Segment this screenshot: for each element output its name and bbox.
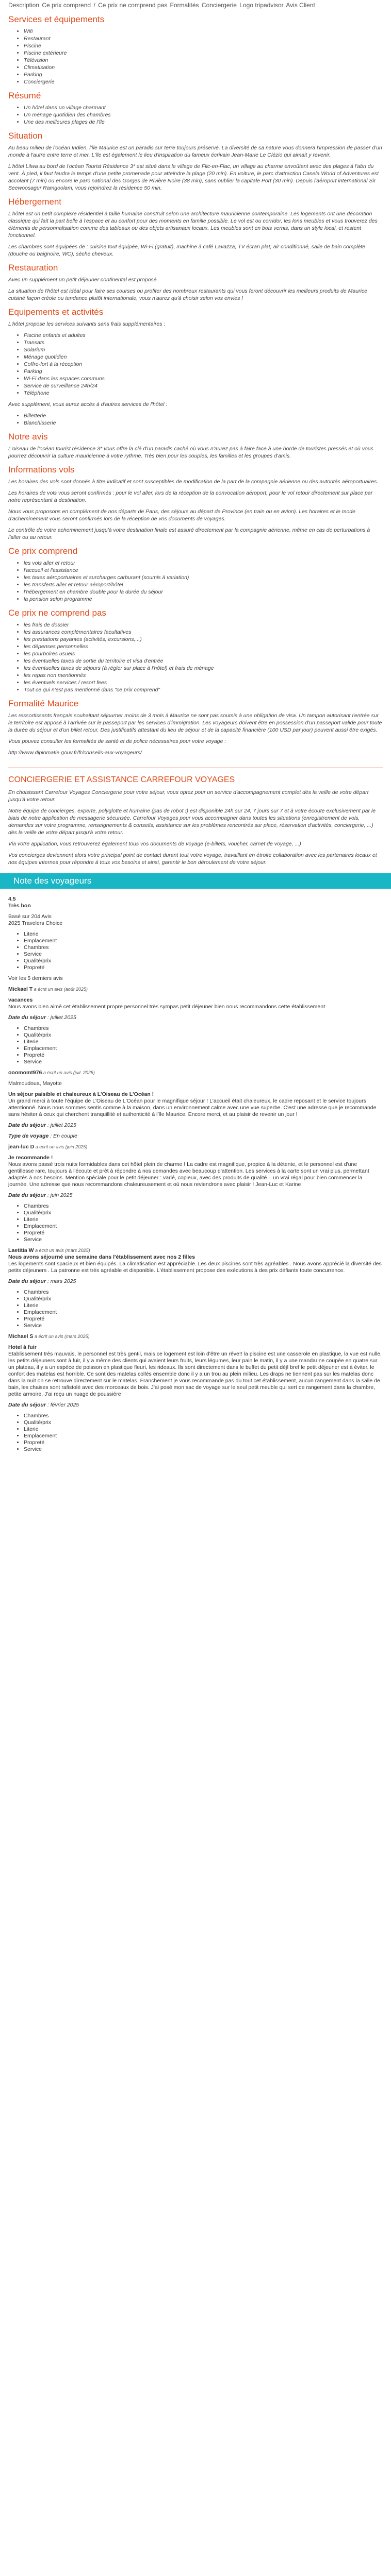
review-body: Etablissement très mauvais, le personnel est très gentil, mais ce logement est loin d'être un rêve!! la piscine est une casserole en plastique, la vue est nulle, les petits déjeuners sont à fuir, il y a même des clients qui avaient leurs fruits, leurs légumes, leur pain le matin, il y a une mandarine coupée en quatre sur un plateau, il y a un espèce de poisson en plastique fleuri, les rideaux. Ils sont directement dans le buffet du petit déj! bref le petit déjeuner est à éviter, le confort des matelas est horrible. Ce sont des matelas collés ensemble donc il y a un trou au plein milieu. Les draps ne tiennent pas sur les matelas donc dans la nuit on se retrouve directement sur le matelas. Franchement je vous recommande pas du tout cet établissement, aucun rangement dans la salle de bain, les chaises sont rafistolé avec des morceaux de bois. J'ai posé mon sac de voyage sur le seul petit meuble qui sert de rangement dans la chambre, petite armoire. J'ai reçu un nuage de poussière [8,1351,382,1397]
list-item: • Tout ce qui n'est pas mentionné dans "ce prix comprend" [24,686,383,693]
review-date: a écrit un avis (août 2025) [32,987,88,992]
hebergement-paragraph-2: Les chambres sont équipées de : cuisine tout équipée, Wi-Fi (gratuit), machine à café Lavazza, TV écran plat, air conditionné, salle de bain complète (douche ou baignoire, WC), sèche cheveux. [8,244,366,257]
list-item: • Un ménage quotidien des chambres [24,111,383,118]
list-item: • Propreté [24,964,383,971]
situation-paragraph-1: Au beau milieu de l'océan Indien, l'île Maurice est un paradis sur terre toujours préservé. La diversité de sa nature vous donnera l'impression de passer d'un monde à l'autre entre terre et mer. L'île est également le lieu d'inspiration du fameux écrivain Jean-Marie Le Clézio qui aimait y revenir. [8,145,382,158]
list-item: • la pension selon programme [24,596,383,603]
list-item: • les assurances complémentaires facultatives [24,629,383,636]
list-item: • Chambres [24,944,383,951]
review-title: Un séjour paisible et chaleureux à L'Oiseau de L'Océan ! [8,1091,154,1097]
review-stay-label: Date du séjour [8,1402,46,1408]
nav-conciergerie[interactable]: Conciergerie [201,2,237,9]
list-item: • Service [24,1446,383,1453]
list-item: • Literie [24,1302,383,1309]
list-item: • Un hôtel dans un village charmant [24,104,383,111]
list-item: • Service [24,951,383,958]
list-item: • Qualité/prix [24,1296,383,1302]
list-item: • les vols aller et retour [24,560,383,567]
services-title: Services et équipements [8,14,105,24]
list-item: • Emplacement [24,1309,383,1316]
review-criteria [8,1025,383,1065]
list-item: • Propreté [24,1316,383,1323]
nav-tripadvisor-logo[interactable]: Logo tripadvisor [239,2,284,9]
activites-list-2 [8,412,383,427]
review-stay-date: : mars 2025 [45,1278,76,1284]
list-item: • les repas non mentionnés [24,672,383,679]
review-content [8,1155,383,1188]
list-item: • Billetterie [24,412,383,419]
review-content [8,1344,383,1398]
restauration-paragraph-1: Avec un supplément un petit déjeuner continental est proposé. [8,277,158,283]
review-header [8,1333,383,1340]
list-item: • Qualité/prix [24,958,383,964]
review-criteria [8,1203,383,1243]
review-author: jean-luc D [8,1144,35,1150]
list-item: • Solarium [24,346,383,353]
review-stay-label: Date du séjour [8,1278,46,1284]
rating-criteria-list [8,931,383,971]
list-item: • les prestations payantes (activités, excursions,...) [24,636,383,643]
formalite-paragraph-2: Vous pouvez consulter les formalités de santé et de police nécessaires pour votre voyage : [8,738,226,744]
list-item: • les dépenses personnelles [24,643,383,650]
ne-comprend-pas-list [8,621,383,693]
list-item: • Restaurant [24,35,383,42]
ne-comprend-pas-title: Ce prix ne comprend pas [8,608,106,618]
review-title: vacances [8,997,33,1003]
avis-paragraph: L'oiseau de l'océan tourist résidence 3* vous offre la clé d'un paradis caché où vous n'aurez pas à faire face à une horde de touristes pressés et où vous pourrez découvrir la culture mauricienne à votre rythme. Très bien pour les couples, les familles et les groupes d'amis. [8,446,373,459]
comprend-title: Ce prix comprend [8,546,78,556]
list-item: • Coffre-fort à la réception [24,361,383,368]
infos-paragraph-4: Le contrôle de votre acheminement jusqu'à votre destination finale est assuré directement par la compagnie aérienne, même en cas de perturbations à l'aller ou au retour. [8,527,370,540]
review-stay-date: : juillet 2025 [45,1122,76,1128]
list-item: • Literie [24,1426,383,1433]
list-item: • Service [24,1236,383,1243]
review-stay [8,1014,383,1021]
formalite-link[interactable]: http://www.diplomatie.gouv.fr/fr/conseils-aux-voyageurs/ [8,750,142,756]
list-item: • Piscine enfants et adultes [24,332,383,339]
concierge-paragraph-1: En choisissant Carrefour Voyages Conciergerie pour votre séjour, vous optez pour un service d'accompagnement complet dès la veille de votre départ jusqu'à votre retour. [8,789,369,803]
review-body: Les logements sont spacieux et bien équipés. La climatisation est appréciable. Les deux piscines sont très agréables . Nous avons apprécié la diversité des petits déjeuners . La patronne est très agréable et disponible. L'établissement propose des exécutions à des prix défiants toute concurrence. [8,1261,382,1274]
description-section [8,14,383,866]
list-item: • Une des meilleures plages de l'île [24,118,383,126]
list-item: • Chambres [24,1203,383,1210]
review-date: a écrit un avis (juil. 2025) [42,1070,95,1075]
travelers-choice-award: 2025 Travelers Choice [8,920,63,926]
review-stay-label: Date du séjour [8,1192,46,1198]
list-item: • Service [24,1059,383,1065]
list-item: • Piscine extérieure [24,49,383,57]
list-item: • Service [24,1323,383,1329]
review-stay [8,1402,383,1409]
nav-ce-prix-comprend[interactable]: Ce prix comprend [42,2,91,9]
nav-ce-prix-ne-comprend-pas[interactable]: Ce prix ne comprend pas [98,2,168,9]
list-item: • Propreté [24,1052,383,1059]
comprend-list [8,560,383,603]
review-stay-label: Date du séjour [8,1122,46,1128]
list-item: • Conciergerie [24,78,383,86]
review-criteria [8,1413,383,1453]
review-content [8,1091,383,1118]
list-item: • Chambres [24,1289,383,1296]
list-item: • Emplacement [24,1045,383,1052]
infos-paragraph-1: Les horaires des vols sont donnés à titre indicatif et sont susceptibles de modification de la part de la compagnie aérienne ou des autorités aéroportuaires. [8,479,379,485]
list-item: • l'hébergement en chambre double pour la durée du séjour [24,588,383,596]
review-header [8,986,383,993]
infos-vols-title: Informations vols [8,465,75,474]
review-location: Malmoudoua, Mayotte [8,1080,62,1087]
review-stay-label: Date du séjour [8,1014,46,1021]
situation-title: Situation [8,131,43,141]
services-list [8,28,383,86]
review-author: Mickael T [8,986,33,992]
review-stay-date: : février 2025 [45,1402,79,1408]
list-item: • Blanchisserie [24,419,383,427]
list-item: • Chambres [24,1413,383,1419]
nav-formalites[interactable]: Formalités [170,2,199,9]
list-item: • Emplacement [24,1433,383,1439]
review-author: Michael S [8,1333,34,1340]
list-item: • Wi-Fi dans les espaces communs [24,375,383,382]
activites-paragraph-2: Avec supplément, vous aurez accès à d'autres services de l'hôtel : [8,401,168,408]
review-trip-type-value: : En couple [48,1133,77,1139]
list-item: • les pourboires usuels [24,650,383,657]
list-item: • Propreté [24,1439,383,1446]
formalite-title: Formalité Maurice [8,699,79,708]
resume-list [8,104,383,126]
activites-title: Equipements et activités [8,307,104,317]
formalite-paragraph-1: Les ressortissants français souhaitant séjourner moins de 3 mois à Maurice ne sont pas soumis à une obligation de visa. Un tampon autorisant l'entrée sur le territoire est apposé à l'arrivée sur le passeport par les services d'immigration. Les voyageurs doivent être en possession d'un passeport valide pour toute la durée du séjour et d'un billet retour. Des justificatifs attestant du lieu de séjour et de la capacité financière (100 USD par jour) peuvent aussi être exigés. [8,713,382,733]
hebergement-paragraph-1: L'hôtel est un petit complexe résidentiel à taille humaine construit selon une architecture mauricienne contemporaine. Les logements ont une décoration classique qui fait la part belle à l'espace et au confort pour des moments en famille possible. Le vol est ou corridor, les lons meubles et vous trouverez des éléments de personnalisation comme des tableaux ou des objets artisanaux locaux. Les meubles sont en bois vernis, dans un style local, et restent fonctionnel. [8,211,378,239]
top-nav [8,0,383,9]
restauration-paragraph-2: La situation de l'hôtel est idéal pour faire ses courses ou profiter des nombreux restaurants qui vous feront découvrir les meilleurs produits de Maurice cuisiné façon créole ou tendance plutôt internationale, vous n'aurez qu'à choisir selon vos envies ! [8,288,367,301]
hebergement-title: Hébergement [8,197,62,207]
review-stay [8,1192,383,1199]
list-item: • Ménage quotidien [24,353,383,361]
infos-paragraph-2: Les horaires de vols vous seront confirmés : pour le vol aller, lors de la réception de la convocation aéroport, pour le vol retour directement sur place par notre représentant à destination. [8,490,373,503]
list-item: • les frais de dossier [24,621,383,629]
review-date: a écrit un avis (juin 2025) [34,1144,88,1149]
review-stay-date: : juin 2025 [45,1192,73,1198]
list-item: • les taxes aéroportuaires et surcharges carburant (soumis à variation) [24,574,383,581]
review-header [8,1070,383,1076]
situation-paragraph-2: L'hôtel Lilwa au bord de l'océan Tourist Résidence 3* est situé dans le village de Flic-en-Flac, un village au charme envoûtant avec des plages à l'abri du vent. À pied, il faut faudra le temps d'une petite promenade pour atteindre la plage (20 min). En voiture, le parc d'attraction Casela World of Adventures est accolant (7 min) ou encore le parc national des Gorges de Rivière Noire (38 min), sans oublier la capitale Port (30 min). Depuis l'aéroport international Sir Seewoosagur Ramgoolam, vous rejoindrez la résidence 50 min. [8,163,379,191]
list-item: • Literie [24,1039,383,1045]
list-item: • Qualité/prix [24,1419,383,1426]
list-item: • Transats [24,339,383,346]
list-item: • Emplacement [24,1223,383,1230]
nav-separator: / [93,2,95,9]
list-item: • Télévision [24,57,383,64]
concierge-paragraph-3: Via votre application, vous retrouverez également tous vos documents de voyage (e-billets, voucher, carnet de voyage, ...) [8,841,301,847]
list-item: • Literie [24,1216,383,1223]
review-title: Hotel à fuir [8,1344,37,1350]
review-author: Laetitia W [8,1247,34,1253]
list-item: • Téléphone [24,389,383,397]
review-author: ooomomt976 [8,1070,42,1076]
rating-score: 4.5 [8,896,16,902]
list-item: • Service de surveillance 24h/24 [24,382,383,389]
review-header [8,1247,383,1274]
review-body: Nous avons bien aimé cet établissement propre personnel très sympas petit déjeuner bien nous recommandons cette établissement [8,1004,325,1010]
review-stay [8,1122,383,1129]
list-item: • Climatisation [24,64,383,71]
list-item: • Parking [24,71,383,78]
concierge-paragraph-4: Vos concierges deviennent alors votre principal point de contact durant tout votre voyage, travaillant en étroite collaboration avec les partenaires locaux et nos équipes internes pour répondre à tous vos besoins et ainsi, garantir le bon déroulement de votre séjour. [8,852,377,866]
review-body: Nous avons passé trois nuits formidables dans cet hôtel plein de charme ! La cadre est magnifique, propice à la détente, et le personnel est d'une gentillesse rare, toujours à l'écoute et prêt à répondre à nos demandes avec beaucoup d'attention. Les services à la carte sont un vrai plus, permettant adaptés à nos besoins. Mention spéciale pour le petit déjeuner : varié, copieux, avec des produits de qualité – un vrai régal pour bien commencer la journée. Une adresse que nous recommandons chaleureusement et où nous reviendrons avec plaisir ! Jean-Luc et Karine [8,1161,369,1188]
review-trip-type [8,1133,383,1140]
list-item: • Qualité/prix [24,1032,383,1039]
review-date: a écrit un avis (mars 2025) [33,1334,90,1339]
conciergerie-title: CONCIERGERIE ET ASSISTANCE CARREFOUR VOYAGES [8,775,235,784]
list-item: • l'accueil et l'assistance [24,567,383,574]
list-item: • Piscine [24,42,383,49]
rating-count: Basé sur 204 Avis [8,913,52,920]
infos-paragraph-3: Nous vous proposons en complément de nos départs de Paris, des séjours au départ de Province (en train ou en avion). Les horaires et le mode d'acheminement vous seront confirmés lors de la réception de vos documents de voyages. [8,509,355,522]
list-item: • Literie [24,931,383,938]
list-item: • Propreté [24,1230,383,1236]
concierge-paragraph-2: Notre équipe de concierges, experte, polyglotte et humaine (pas de robot !) est disponible 24h sur 24, 7 jours sur 7 et à votre écoute exclusivement par le biais de notre application de messagerie sécurisée. Carrefour Voyages pour vous accompagner dans toutes les situations (enregistrement de vols, demandes sur votre programme, renseignements & conseils, assistance sur les problèmes rencontrés sur place, réservation d'activités, conciergerie, ...) dès la veille de votre départ jusqu'à votre retour. [8,808,376,836]
rating-label: Très bon [8,903,31,909]
review-body: Un grand merci à toute l'équipe de L'Oiseau de L'Océan pour le magnifique séjour ! L'accueil était chaleureux, le cadre reposant et le service toujours attentionné. Nous nous sommes sentis comme à la maison, dans un environnement calme avec une vue superbe. C'est une adresse que je recommande sans hésiter à ceux qui cherchent tranquillité et authenticité à l'île Maurice. Encore merci, et au plaisir de revenir un jour ! [8,1098,377,1117]
nav-description[interactable]: Description [8,2,40,9]
review-stay [8,1278,383,1285]
list-item: • Parking [24,368,383,375]
list-item: • les éventuelles taxes de séjours (à régler sur place à l'hôtel) et frais de ménage [24,665,383,672]
list-item: • les transferts aller et retour aéroport/hôtel [24,581,383,588]
nav-avis-client[interactable]: Avis Client [286,2,315,9]
activites-list [8,332,383,397]
activites-paragraph-1: L'hôtel propose les services suivants sans frais supplémentaires : [8,321,166,327]
resume-title: Résumé [8,91,41,100]
review-criteria [8,1289,383,1329]
avis-title: Notre avis [8,432,48,442]
review-content [8,997,383,1010]
review-title: Je recommande ! [8,1155,53,1161]
list-item: • Emplacement [24,938,383,944]
reviews-section [8,896,383,1453]
review-header [8,1144,383,1150]
list-item: • Qualité/prix [24,1210,383,1216]
review-date: a écrit un avis (mars 2025) [34,1248,90,1253]
review-title: Nous avons séjourné une semaine dans l'établissement avec nos 2 filles [8,1254,195,1260]
list-item: • Wifi [24,28,383,35]
list-item: • Chambres [24,1025,383,1032]
review-stay-date: : juillet 2025 [45,1014,76,1021]
restauration-title: Restauration [8,263,58,273]
see-all-reviews-link[interactable]: Voir les 5 derniers avis [8,975,63,981]
review-trip-type-label: Type de voyage [8,1133,49,1139]
note-voyageurs-bar: Note des voyageurs [0,873,391,889]
list-item: • les éventuels services / resort fees [24,679,383,686]
list-item: • les éventuelles taxes de sortie du territoire et visa d'entrée [24,657,383,665]
